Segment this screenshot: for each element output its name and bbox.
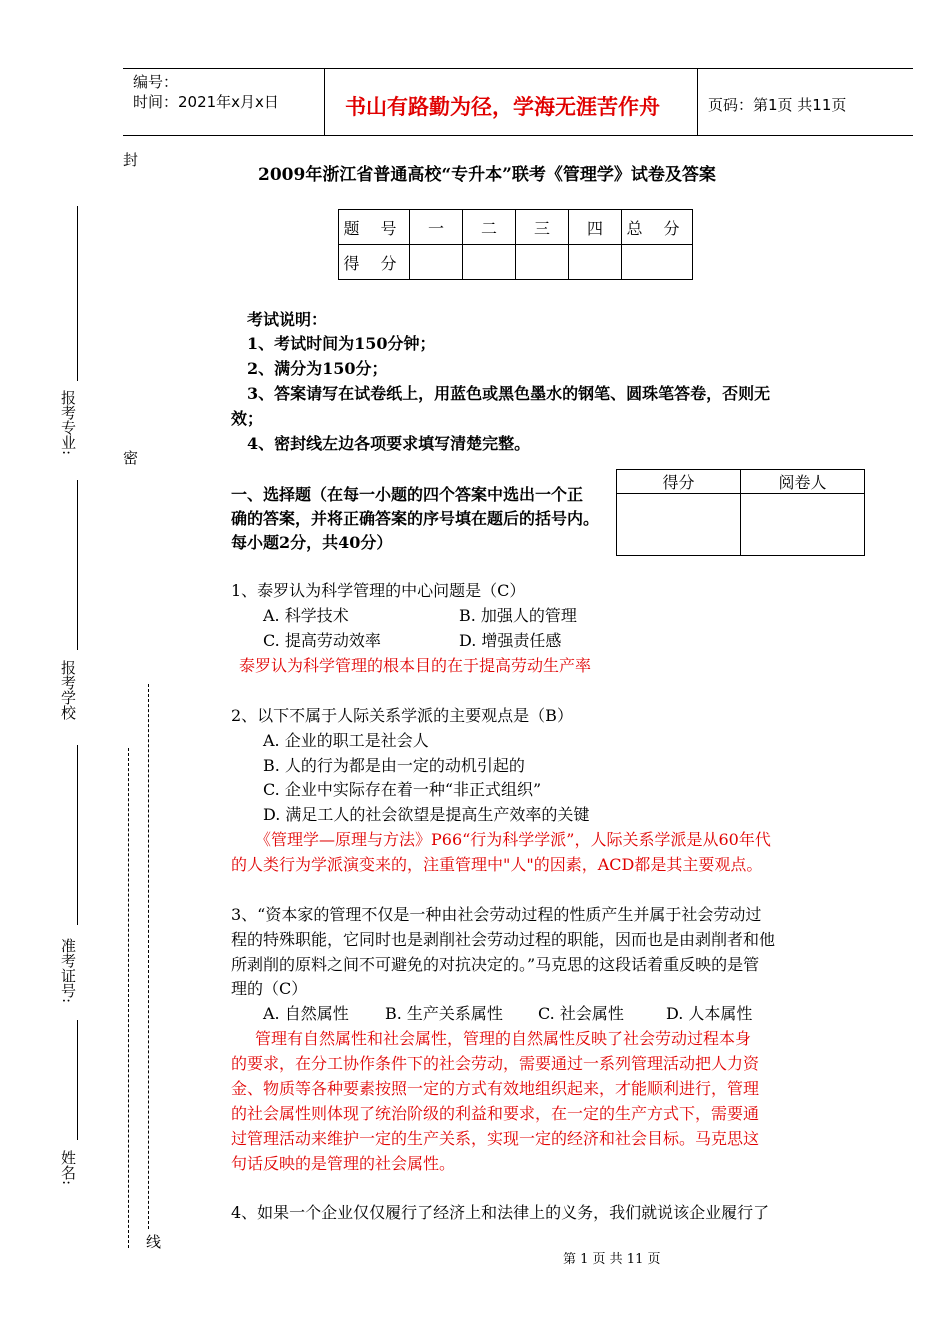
grader-reviewer-cell bbox=[741, 494, 865, 556]
option: B. 加强人的管理 bbox=[459, 606, 577, 625]
instruction-item: 1、考试时间为150分钟； bbox=[247, 334, 436, 353]
answer-note: 泰罗认为科学管理的根本目的在于提高劳动生产率 bbox=[239, 656, 592, 675]
name-label: 姓名: bbox=[59, 1150, 77, 1186]
section-heading: 一、选择题（在每一小题的四个答案中选出一个正 bbox=[231, 485, 584, 504]
question-stem: 1、泰罗认为科学管理的中心问题是（C） bbox=[231, 581, 526, 600]
instruction-item: 3、答案请写在试卷纸上，用蓝色或黑色墨水的钢笔、圆珠笔答卷，否则无 bbox=[247, 384, 771, 403]
question-stem: 2、以下不属于人际关系学派的主要观点是（B） bbox=[231, 706, 573, 725]
option: C. 社会属性 bbox=[538, 1004, 624, 1023]
score-cell bbox=[569, 245, 622, 280]
header-top-rule bbox=[123, 68, 913, 69]
score-header-label: 题 号 bbox=[339, 210, 410, 245]
ticket-blank-line bbox=[77, 745, 78, 925]
question-stem: 4、如果一个企业仅仅履行了经济上和法律上的义务，我们就说该企业履行了 bbox=[231, 1203, 770, 1222]
option: D. 增强责任感 bbox=[459, 631, 562, 650]
answer-note: 的人类行为学派演变来的，注重管理中"人"的因素，ACD都是其主要观点。 bbox=[231, 855, 763, 874]
score-header-total: 总 分 bbox=[622, 210, 693, 245]
score-cell bbox=[410, 245, 463, 280]
score-row-label: 得 分 bbox=[339, 245, 410, 280]
seal-mark-mi: 密 bbox=[121, 450, 139, 465]
page-info: 页码：第1页 共11页 bbox=[708, 96, 847, 114]
answer-note: 的社会属性则体现了统治阶级的利益和要求，在一定的生产方式下，需要通 bbox=[231, 1104, 760, 1123]
score-header-4: 四 bbox=[569, 210, 622, 245]
option: D. 满足工人的社会欲望是提高生产效率的关键 bbox=[263, 805, 590, 824]
grader-table bbox=[616, 469, 865, 556]
instruction-item: 2、满分为150分； bbox=[247, 359, 388, 378]
score-table bbox=[338, 209, 693, 280]
section-heading: 确的答案，并将正确答案的序号填在题后的括号内。 bbox=[231, 509, 600, 528]
score-header-3: 三 bbox=[516, 210, 569, 245]
option: A. 企业的职工是社会人 bbox=[263, 731, 429, 750]
option: B. 生产关系属性 bbox=[385, 1004, 503, 1023]
ticket-label: 准考证号: bbox=[59, 938, 77, 1004]
question-stem: 所剥削的原料之间不可避免的对抗决定的。”马克思的这段话着重反映的是管 bbox=[231, 955, 760, 974]
question-stem: 3、“资本家的管理不仅是一种由社会劳动过程的性质产生并属于社会劳动过 bbox=[231, 905, 762, 924]
header-divider-1 bbox=[324, 68, 325, 136]
instructions-heading: 考试说明： bbox=[247, 310, 328, 329]
major-blank-line bbox=[77, 206, 78, 381]
score-header-1: 一 bbox=[410, 210, 463, 245]
answer-note: 金、物质等各种要素按照一定的方式有效地组织起来，才能顺利进行，管理 bbox=[231, 1079, 760, 1098]
score-cell bbox=[463, 245, 516, 280]
instruction-item: 4、密封线左边各项要求填写清楚完整。 bbox=[247, 434, 531, 453]
number-label: 编号： bbox=[133, 73, 179, 91]
question-stem: 程的特殊职能，它同时也是剥削社会劳动过程的职能，因而也是由剥削者和他 bbox=[231, 930, 776, 949]
option: C. 企业中实际存在着一种“非正式组织” bbox=[263, 780, 542, 799]
answer-note: 的要求，在分工协作条件下的社会劳动，需要通过一系列管理活动把人力资 bbox=[231, 1054, 760, 1073]
seal-mark-feng: 封 bbox=[121, 152, 139, 167]
grader-score-header: 得分 bbox=[617, 470, 741, 494]
score-cell bbox=[516, 245, 569, 280]
answer-note: 《管理学—原理与方法》P66“行为科学学派”，人际关系学派是从60年代 bbox=[255, 830, 771, 849]
answer-note: 过管理活动来维护一定的生产关系，实现一定的经济和社会目标。马克思这 bbox=[231, 1129, 760, 1148]
instruction-item: 效； bbox=[231, 409, 264, 428]
header-bottom-rule bbox=[123, 135, 913, 136]
seal-dash-line bbox=[128, 748, 129, 1248]
grader-score-cell bbox=[617, 494, 741, 556]
major-label: 报考专业: bbox=[59, 390, 77, 456]
score-header-2: 二 bbox=[463, 210, 516, 245]
option: C. 提高劳动效率 bbox=[263, 631, 381, 650]
time-label: 时间：2021年x月x日 bbox=[133, 93, 279, 111]
seal-mark-xian: 线 bbox=[144, 1234, 162, 1249]
page-footer: 第 1 页 共 11 页 bbox=[563, 1252, 661, 1267]
score-cell bbox=[622, 245, 693, 280]
section-heading: 每小题2分，共40分） bbox=[231, 533, 393, 552]
name-blank-line bbox=[77, 1020, 78, 1140]
question-stem: 理的（C） bbox=[231, 979, 308, 998]
grader-reviewer-header: 阅卷人 bbox=[741, 470, 865, 494]
seal-dash-line bbox=[148, 684, 149, 1229]
option: B. 人的行为都是由一定的动机引起的 bbox=[263, 756, 525, 775]
school-blank-line bbox=[77, 480, 78, 650]
motto: 书山有路勤为径，学海无涯苦作舟 bbox=[345, 95, 660, 119]
page-title: 2009年浙江省普通高校“专升本”联考《管理学》试卷及答案 bbox=[258, 165, 716, 185]
answer-note: 管理有自然属性和社会属性，管理的自然属性反映了社会劳动过程本身 bbox=[255, 1029, 752, 1048]
school-label: 报考学校 bbox=[59, 660, 77, 720]
answer-note: 句话反映的是管理的社会属性。 bbox=[231, 1154, 456, 1173]
option: A. 自然属性 bbox=[263, 1004, 349, 1023]
option: A. 科学技术 bbox=[263, 606, 349, 625]
header-divider-2 bbox=[697, 68, 698, 136]
option: D. 人本属性 bbox=[666, 1004, 753, 1023]
